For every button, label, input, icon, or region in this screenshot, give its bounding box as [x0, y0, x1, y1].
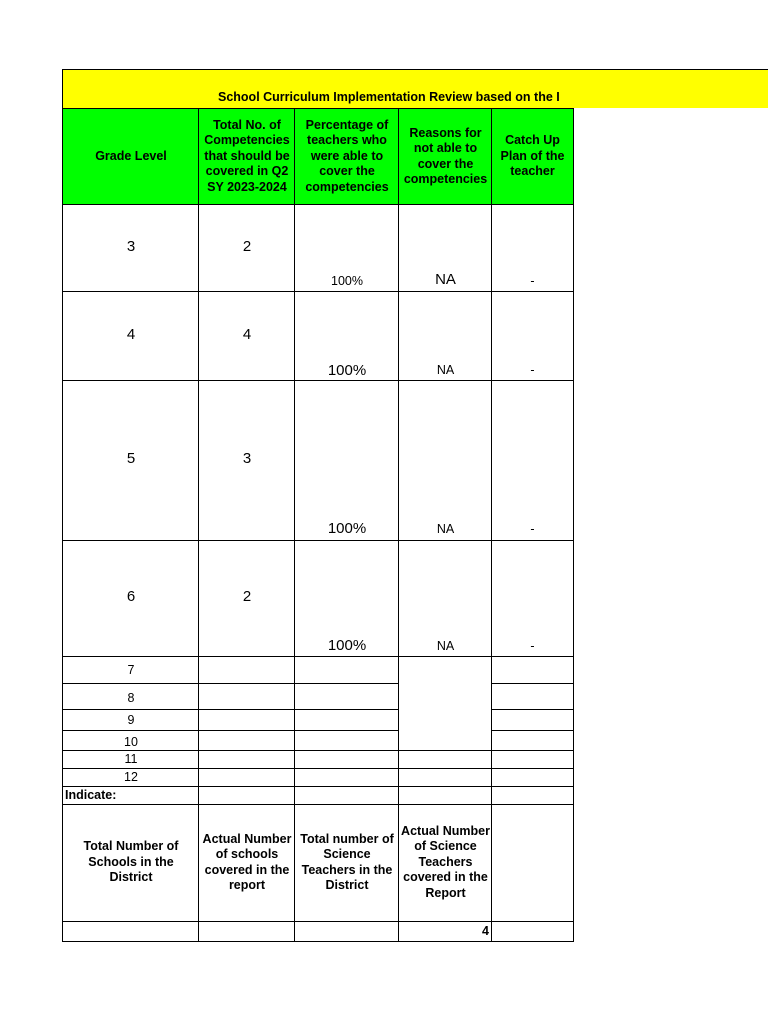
catch-up-cell: [491, 540, 574, 657]
competencies-cell: [198, 204, 295, 292]
catch-up-cell: [491, 291, 574, 381]
competencies-value: 3: [242, 450, 252, 467]
reasons-cell: [398, 291, 492, 381]
reasons-cell: [398, 380, 492, 541]
total-teachers-value: [294, 921, 399, 942]
catch-up-cell: [491, 380, 574, 541]
grade-value: 4: [126, 326, 136, 343]
catch-up-cell: [491, 204, 574, 292]
reasons-value: NA: [436, 639, 455, 653]
catch-up-value: -: [530, 363, 535, 377]
empty-cell: [198, 730, 295, 751]
grade-cell: 12: [62, 768, 199, 787]
empty-cell: [491, 656, 574, 684]
percentage-cell: [294, 291, 399, 381]
catch-up-value: -: [530, 639, 535, 653]
reasons-value: NA: [436, 522, 455, 536]
reasons-value: NA: [436, 363, 455, 377]
empty-cell: [294, 656, 399, 684]
grade-value: 5: [126, 450, 136, 467]
header-teachers-covered: Actual Number of Science Teachers covered in the Report: [398, 804, 492, 922]
grade-value: 3: [126, 238, 136, 255]
header-catch-up: Catch Up Plan of the teacher: [491, 108, 574, 205]
catch-up-value: -: [530, 522, 535, 536]
header-total-schools: Total Number of Schools in the District: [62, 804, 199, 922]
competencies-cell: [198, 291, 295, 381]
empty-cell: [198, 683, 295, 710]
empty-cell: [398, 768, 492, 787]
empty-cell: [294, 730, 399, 751]
indicate-label: Indicate:: [65, 788, 117, 802]
empty-cell: [491, 768, 574, 787]
reasons-cell: [398, 540, 492, 657]
percentage-cell: [294, 380, 399, 541]
empty-cell: [491, 683, 574, 710]
empty-cell: [198, 786, 295, 805]
empty-cell: [491, 709, 574, 731]
competencies-value: 2: [242, 238, 252, 255]
grade-cell: [62, 540, 199, 657]
grade-cell: [62, 291, 199, 381]
competencies-cell: [198, 540, 295, 657]
competencies-value: 2: [242, 588, 252, 605]
title-clip: [62, 69, 574, 107]
percentage-value: 100%: [327, 637, 367, 654]
percentage-value: 100%: [327, 362, 367, 379]
grade-cell: [62, 380, 199, 541]
empty-cell: [198, 656, 295, 684]
grade-cell: 11: [62, 750, 199, 769]
grade-cell: 9: [62, 709, 199, 731]
empty-cell: [294, 786, 399, 805]
percentage-value: 100%: [327, 520, 367, 537]
percentage-value: 100%: [331, 274, 363, 288]
competencies-cell: [198, 380, 295, 541]
empty-cell: [491, 730, 574, 751]
grade-cell: 8: [62, 683, 199, 710]
reasons-value: NA: [435, 271, 456, 288]
total-schools-value: [62, 921, 199, 942]
schools-covered-value: [198, 921, 295, 942]
indicate-label-cell: [62, 786, 199, 805]
empty-cell: [198, 768, 295, 787]
header-total-teachers: Total number of Science Teachers in the District: [294, 804, 399, 922]
empty-cell: [294, 768, 399, 787]
teachers-covered-cell: [398, 921, 492, 942]
empty-cell: [491, 804, 574, 922]
grade-cell: 10: [62, 730, 199, 751]
grade-cell: [62, 204, 199, 292]
empty-cell: [294, 709, 399, 731]
merged-reasons-cell: [398, 656, 492, 751]
empty-cell: [398, 786, 492, 805]
report-title: School Curriculum Implementation Review based on the I: [218, 90, 560, 104]
empty-cell: [198, 750, 295, 769]
empty-cell: [491, 750, 574, 769]
header-reasons: Reasons for not able to cover the competencies: [398, 108, 492, 205]
grade-cell: 7: [62, 656, 199, 684]
header-grade-level: Grade Level: [62, 108, 199, 205]
header-percentage: Percentage of teachers who were able to cover the competencies: [294, 108, 399, 205]
catch-up-value: -: [530, 274, 535, 288]
empty-cell: [294, 683, 399, 710]
header-schools-covered: Actual Number of schools covered in the report: [198, 804, 295, 922]
competencies-value: 4: [242, 326, 252, 343]
empty-cell: [398, 750, 492, 769]
grade-value: 6: [126, 588, 136, 605]
reasons-cell: [398, 204, 492, 292]
teachers-covered-value: 4: [482, 924, 489, 938]
empty-cell: [198, 709, 295, 731]
header-total-competencies: Total No. of Competencies that should be covered in Q2 SY 2023-2024: [198, 108, 295, 205]
percentage-cell: [294, 540, 399, 657]
empty-cell: [491, 786, 574, 805]
empty-cell: [294, 750, 399, 769]
empty-cell: [491, 921, 574, 942]
percentage-cell: [294, 204, 399, 292]
